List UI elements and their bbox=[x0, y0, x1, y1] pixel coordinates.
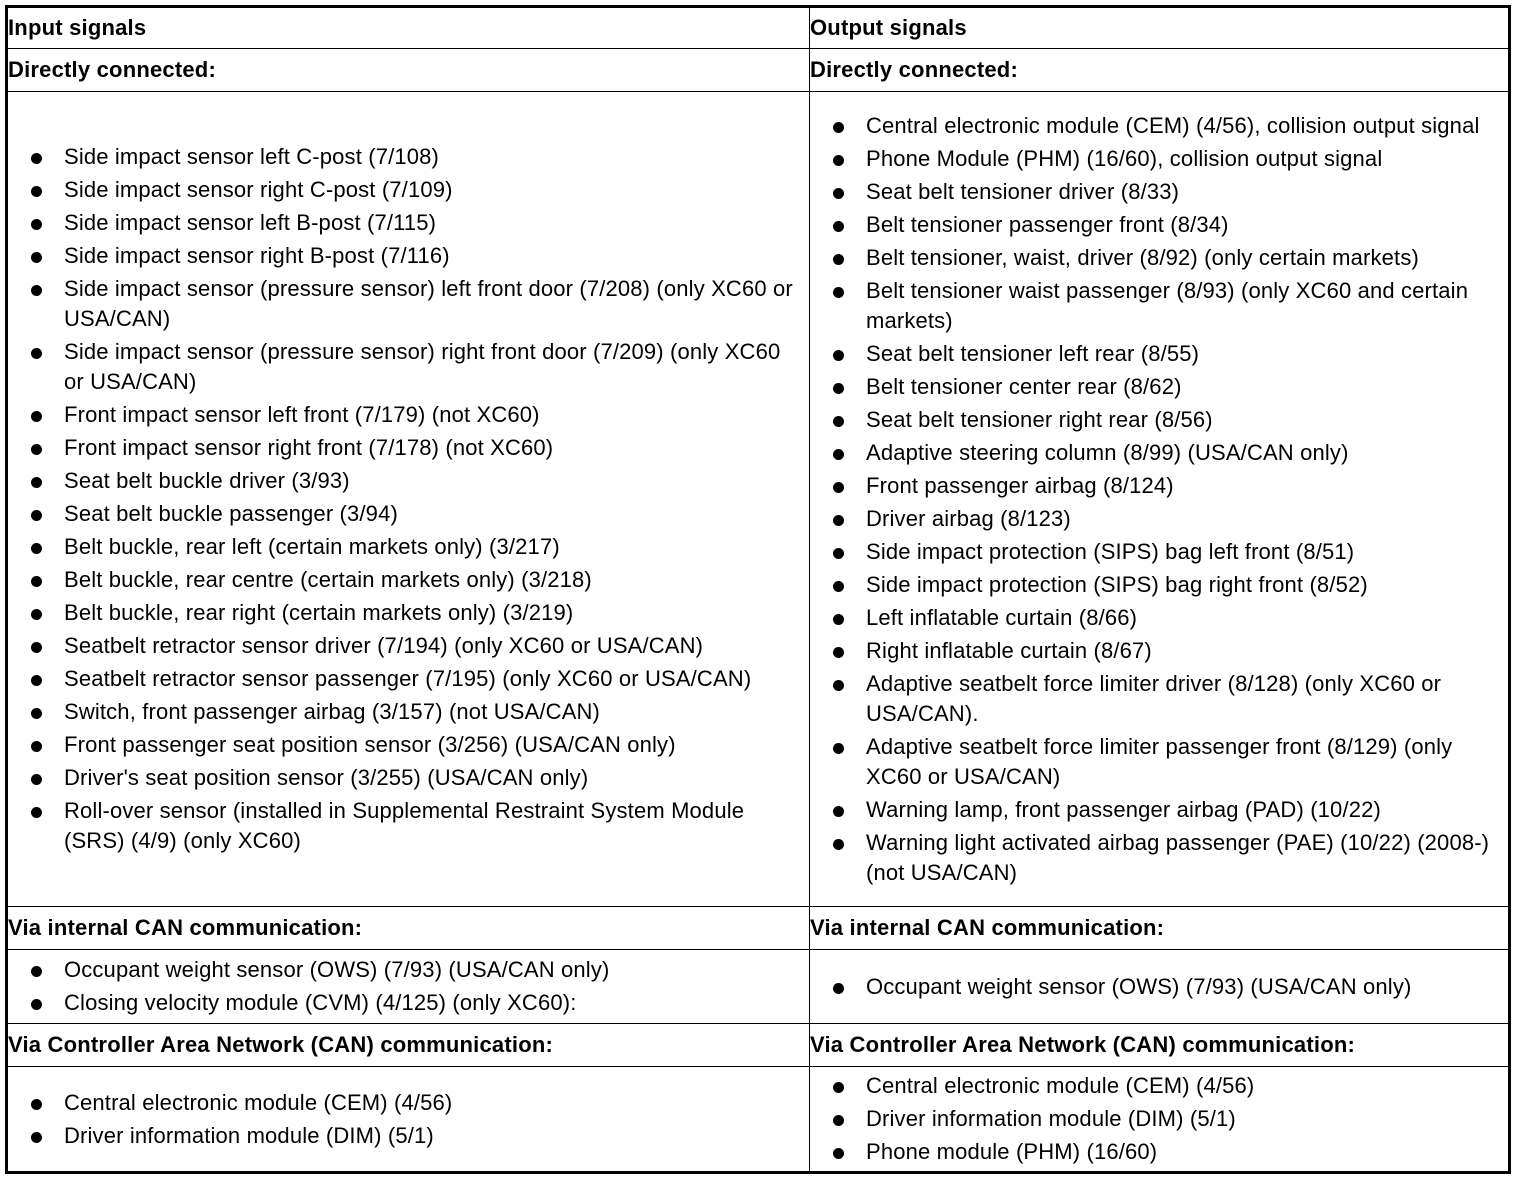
list-item-text: Belt buckle, rear left (certain markets only) (3/217) bbox=[64, 534, 560, 559]
bullet-icon bbox=[833, 983, 844, 994]
list-item-text: Side impact protection (SIPS) bag left front (8/51) bbox=[866, 538, 1355, 564]
list-item bbox=[810, 471, 1508, 501]
list-item bbox=[8, 598, 809, 628]
bullet-icon bbox=[833, 680, 844, 691]
section-body-row bbox=[7, 92, 1510, 907]
list-item-text: Adaptive seatbelt force limiter driver (8/128) (only XC60 or USA/CAN). bbox=[866, 670, 1442, 726]
list-item-text: Driver airbag (8/123) bbox=[866, 505, 1071, 531]
section-title-output: Via internal CAN communication: bbox=[810, 907, 1510, 950]
list-item bbox=[8, 664, 809, 694]
list-item-text: Front impact sensor left front (7/179) (not XC60) bbox=[64, 402, 540, 427]
bullet-icon bbox=[833, 350, 844, 361]
input-list-cell bbox=[7, 92, 810, 907]
list-item-text: Belt tensioner, waist, driver (8/92) (only certain markets) bbox=[866, 244, 1419, 270]
bullet-icon bbox=[833, 1082, 844, 1093]
output-signals-heading: Output signals bbox=[810, 7, 1510, 49]
list-item bbox=[810, 972, 1508, 1002]
bullet-icon bbox=[31, 576, 42, 587]
list-item bbox=[8, 565, 809, 595]
input-signals-heading: Input signals bbox=[7, 7, 810, 49]
list-item-text: Seat belt tensioner driver (8/33) bbox=[866, 178, 1180, 204]
list-item bbox=[810, 795, 1508, 825]
bullet-icon bbox=[31, 219, 42, 230]
list-item-text: Belt tensioner center rear (8/62) bbox=[866, 373, 1182, 399]
bullet-icon bbox=[31, 609, 42, 620]
list-item bbox=[8, 1121, 809, 1151]
bullet-icon bbox=[31, 774, 42, 785]
list-item bbox=[8, 466, 809, 496]
list-item bbox=[8, 730, 809, 760]
bullet-icon bbox=[31, 186, 42, 197]
list-item-text: Phone module (PHM) (16/60) bbox=[866, 1139, 1158, 1164]
list-item bbox=[810, 372, 1508, 402]
list-item bbox=[810, 636, 1508, 666]
list-item-text: Central electronic module (CEM) (4/56) bbox=[866, 1073, 1255, 1098]
output-list-cell bbox=[810, 950, 1510, 1024]
section-title-input: Via internal CAN communication: bbox=[7, 907, 810, 950]
list-item-text: Central electronic module (CEM) (4/56), collision output signal bbox=[866, 112, 1480, 138]
signals-table bbox=[5, 5, 1511, 1174]
list-item bbox=[810, 570, 1508, 600]
input-list-cell bbox=[7, 950, 810, 1024]
list-item bbox=[810, 1071, 1508, 1101]
list-item-text: Seat belt buckle passenger (3/94) bbox=[64, 501, 398, 526]
bullet-icon bbox=[31, 252, 42, 263]
list-item bbox=[810, 438, 1508, 468]
list-item-text: Occupant weight sensor (OWS) (7/93) (USA/CAN only) bbox=[64, 957, 610, 982]
section-title-input: Via Controller Area Network (CAN) communication: bbox=[7, 1024, 810, 1067]
bullet-icon bbox=[31, 642, 42, 653]
list-item-text: Left inflatable curtain (8/66) bbox=[866, 604, 1138, 630]
list-item-text: Adaptive steering column (8/99) (USA/CAN only) bbox=[866, 439, 1349, 465]
list-item bbox=[810, 669, 1508, 729]
list-item bbox=[8, 208, 809, 238]
list-item bbox=[8, 763, 809, 793]
list-item bbox=[810, 537, 1508, 567]
list-item-text: Seatbelt retractor sensor driver (7/194) (only XC60 or USA/CAN) bbox=[64, 633, 704, 658]
input-list bbox=[8, 955, 809, 1018]
list-item-text: Seatbelt retractor sensor passenger (7/195) (only XC60 or USA/CAN) bbox=[64, 666, 752, 691]
list-item bbox=[8, 697, 809, 727]
bullet-icon bbox=[833, 806, 844, 817]
list-item-text: Front passenger airbag (8/124) bbox=[866, 472, 1174, 498]
bullet-icon bbox=[833, 1148, 844, 1159]
list-item-text: Front passenger seat position sensor (3/256) (USA/CAN only) bbox=[64, 732, 676, 757]
section-title-output: Directly connected: bbox=[810, 49, 1510, 92]
list-item bbox=[810, 339, 1508, 369]
list-item bbox=[8, 988, 809, 1018]
list-item bbox=[810, 210, 1508, 240]
bullet-icon bbox=[833, 287, 844, 298]
list-item-text: Belt tensioner waist passenger (8/93) (only XC60 and certain markets) bbox=[866, 277, 1469, 333]
bullet-icon bbox=[833, 482, 844, 493]
list-item bbox=[810, 1137, 1508, 1167]
list-item bbox=[8, 532, 809, 562]
section-title-input: Directly connected: bbox=[7, 49, 810, 92]
bullet-icon bbox=[31, 807, 42, 818]
list-item bbox=[810, 504, 1508, 534]
list-item-text: Occupant weight sensor (OWS) (7/93) (USA/CAN only) bbox=[866, 973, 1412, 999]
bullet-icon bbox=[833, 614, 844, 625]
list-item-text: Switch, front passenger airbag (3/157) (not USA/CAN) bbox=[64, 699, 601, 724]
bullet-icon bbox=[833, 155, 844, 166]
list-item-text: Driver information module (DIM) (5/1) bbox=[866, 1106, 1236, 1131]
list-item-text: Roll-over sensor (installed in Supplemental Restraint System Module (SRS) (4/9) (only XC60) bbox=[64, 798, 745, 853]
list-item bbox=[8, 631, 809, 661]
bullet-icon bbox=[833, 1115, 844, 1126]
list-item bbox=[8, 175, 809, 205]
list-item-text: Side impact sensor left C-post (7/108) bbox=[64, 144, 439, 169]
list-item bbox=[8, 241, 809, 271]
list-item bbox=[810, 144, 1508, 174]
bullet-icon bbox=[31, 444, 42, 455]
list-item-text: Belt buckle, rear centre (certain markets only) (3/218) bbox=[64, 567, 592, 592]
list-item-text: Driver's seat position sensor (3/255) (USA/CAN only) bbox=[64, 765, 589, 790]
bullet-icon bbox=[31, 543, 42, 554]
output-list-cell bbox=[810, 92, 1510, 907]
bullet-icon bbox=[833, 449, 844, 460]
input-list bbox=[8, 1088, 809, 1151]
list-item-text: Side impact protection (SIPS) bag right front (8/52) bbox=[866, 571, 1368, 597]
bullet-icon bbox=[31, 510, 42, 521]
list-item bbox=[810, 243, 1508, 273]
section-body-row bbox=[7, 950, 1510, 1024]
list-item bbox=[810, 405, 1508, 435]
section-title-row bbox=[7, 907, 1510, 950]
list-item-text: Phone Module (PHM) (16/60), collision output signal bbox=[866, 145, 1383, 171]
bullet-icon bbox=[31, 411, 42, 422]
bullet-icon bbox=[31, 999, 42, 1010]
list-item-text: Side impact sensor right B-post (7/116) bbox=[64, 243, 450, 268]
bullet-icon bbox=[31, 285, 42, 296]
list-item bbox=[8, 400, 809, 430]
bullet-icon bbox=[31, 153, 42, 164]
section-title-output: Via Controller Area Network (CAN) communication: bbox=[810, 1024, 1510, 1067]
list-item-text: Central electronic module (CEM) (4/56) bbox=[64, 1089, 453, 1115]
list-item bbox=[8, 142, 809, 172]
bullet-icon bbox=[833, 581, 844, 592]
list-item bbox=[8, 337, 809, 397]
list-item-text: Side impact sensor (pressure sensor) right front door (7/209) (only XC60 or USA/CAN) bbox=[64, 339, 781, 394]
bullet-icon bbox=[833, 839, 844, 850]
list-item-text: Front impact sensor right front (7/178) (not XC60) bbox=[64, 435, 554, 460]
bullet-icon bbox=[31, 348, 42, 359]
bullet-icon bbox=[31, 675, 42, 686]
bullet-icon bbox=[31, 741, 42, 752]
bullet-icon bbox=[833, 515, 844, 526]
section-title-row bbox=[7, 1024, 1510, 1067]
bullet-icon bbox=[833, 647, 844, 658]
output-list bbox=[810, 1071, 1508, 1167]
list-item bbox=[8, 499, 809, 529]
output-list bbox=[810, 972, 1508, 1002]
list-item-text: Adaptive seatbelt force limiter passenger front (8/129) (only XC60 or USA/CAN) bbox=[866, 733, 1453, 789]
list-item bbox=[8, 1088, 809, 1118]
section-title-row bbox=[7, 49, 1510, 92]
list-item-text: Driver information module (DIM) (5/1) bbox=[64, 1122, 434, 1148]
bullet-icon bbox=[31, 1132, 42, 1143]
section-body-row bbox=[7, 1067, 1510, 1173]
bullet-icon bbox=[31, 966, 42, 977]
list-item-text: Side impact sensor (pressure sensor) left front door (7/208) (only XC60 or USA/CAN) bbox=[64, 276, 793, 331]
list-item-text: Side impact sensor left B-post (7/115) bbox=[64, 210, 437, 235]
output-list bbox=[810, 111, 1508, 888]
list-item-text: Warning light activated airbag passenger (PAE) (10/22) (2008-) (not USA/CAN) bbox=[866, 829, 1490, 885]
list-item-text: Belt tensioner passenger front (8/34) bbox=[866, 211, 1229, 237]
list-item bbox=[8, 796, 809, 856]
bullet-icon bbox=[833, 122, 844, 133]
list-item-text: Seat belt tensioner right rear (8/56) bbox=[866, 406, 1213, 432]
input-list-cell bbox=[7, 1067, 810, 1173]
list-item bbox=[810, 177, 1508, 207]
list-item bbox=[810, 732, 1508, 792]
bullet-icon bbox=[833, 383, 844, 394]
list-item-text: Seat belt tensioner left rear (8/55) bbox=[866, 340, 1200, 366]
list-item-text: Right inflatable curtain (8/67) bbox=[866, 637, 1152, 663]
list-item bbox=[810, 603, 1508, 633]
bullet-icon bbox=[833, 416, 844, 427]
list-item-text: Warning lamp, front passenger airbag (PAD) (10/22) bbox=[866, 796, 1381, 822]
header-row bbox=[7, 7, 1510, 49]
list-item-text: Side impact sensor right C-post (7/109) bbox=[64, 177, 453, 202]
bullet-icon bbox=[833, 743, 844, 754]
list-item bbox=[8, 955, 809, 985]
list-item bbox=[8, 433, 809, 463]
list-item bbox=[810, 111, 1508, 141]
list-item-text: Belt buckle, rear right (certain markets only) (3/219) bbox=[64, 600, 574, 625]
bullet-icon bbox=[833, 254, 844, 265]
input-list bbox=[8, 142, 809, 856]
list-item bbox=[810, 1104, 1508, 1134]
bullet-icon bbox=[833, 221, 844, 232]
bullet-icon bbox=[833, 548, 844, 559]
bullet-icon bbox=[833, 188, 844, 199]
list-item bbox=[8, 274, 809, 334]
list-item-text: Closing velocity module (CVM) (4/125) (only XC60): bbox=[64, 990, 577, 1015]
bullet-icon bbox=[31, 1099, 42, 1110]
output-list-cell bbox=[810, 1067, 1510, 1173]
bullet-icon bbox=[31, 477, 42, 488]
list-item bbox=[810, 276, 1508, 336]
list-item bbox=[810, 828, 1508, 888]
bullet-icon bbox=[31, 708, 42, 719]
list-item-text: Seat belt buckle driver (3/93) bbox=[64, 468, 350, 493]
